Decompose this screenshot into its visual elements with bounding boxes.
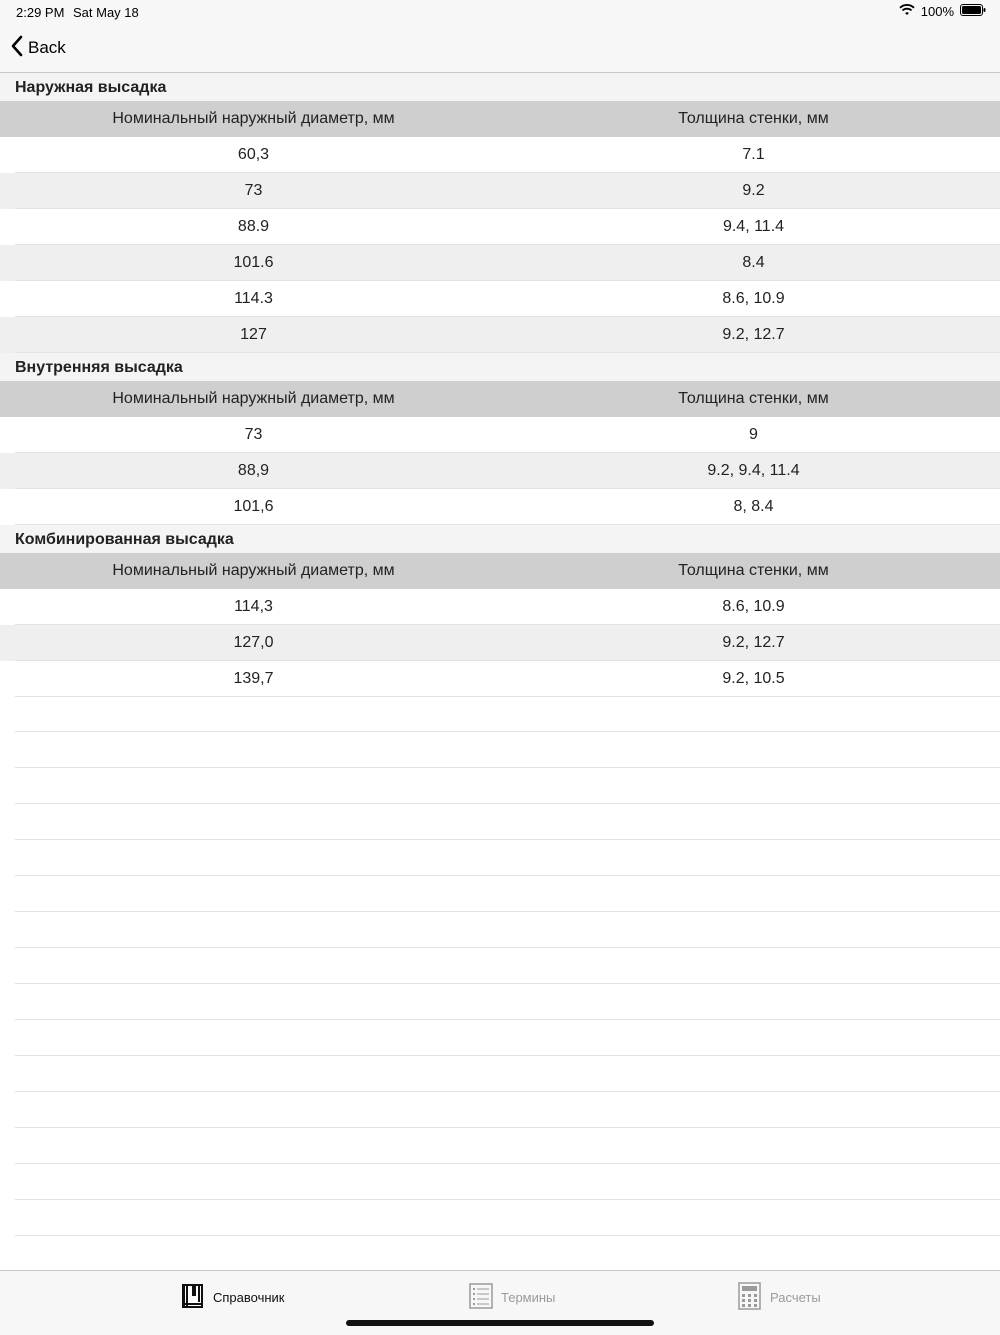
- column-header-diameter: Номинальный наружный диаметр, мм: [112, 110, 395, 127]
- table-row[interactable]: [0, 625, 1000, 661]
- column-header-diameter: Номинальный наружный диаметр, мм: [112, 390, 395, 407]
- cell-diameter: 88,9: [237, 462, 270, 479]
- empty-row: [0, 1200, 1000, 1236]
- cell-diameter: 127: [240, 326, 267, 343]
- empty-table-area: [0, 696, 1000, 1270]
- column-header-wall: Толщина стенки, мм: [678, 110, 829, 127]
- table-row[interactable]: [0, 245, 1000, 281]
- table-row[interactable]: [0, 489, 1000, 525]
- cell-wall: 8.4: [742, 254, 765, 271]
- cell-wall: 9.2, 12.7: [722, 634, 785, 651]
- table-row[interactable]: [0, 317, 1000, 353]
- cell-diameter: 73: [244, 182, 263, 199]
- cell-diameter: 101.6: [233, 254, 274, 271]
- column-header-diameter: Номинальный наружный диаметр, мм: [112, 562, 395, 579]
- book-icon: [181, 1283, 205, 1312]
- status-right: [899, 4, 986, 19]
- tab-terms[interactable]: [469, 1282, 555, 1312]
- empty-row: [0, 732, 1000, 768]
- cell-wall: 9: [749, 426, 758, 443]
- tab-label: Расчеты: [770, 1289, 821, 1305]
- cell-diameter: 73: [244, 426, 263, 443]
- table-row[interactable]: [0, 453, 1000, 489]
- table-row[interactable]: [0, 661, 1000, 697]
- column-header-row: [0, 553, 1000, 589]
- cell-wall: 9.2, 12.7: [722, 326, 785, 343]
- status-bar: [0, 0, 1000, 24]
- tab-label: Справочник: [213, 1289, 285, 1305]
- column-header-wall: Толщина стенки, мм: [678, 390, 829, 407]
- empty-row: [0, 1092, 1000, 1128]
- table-row[interactable]: [0, 417, 1000, 453]
- empty-row: [0, 948, 1000, 984]
- cell-diameter: 127,0: [233, 634, 274, 651]
- empty-row: [0, 912, 1000, 948]
- cell-wall: 9.4, 11.4: [722, 218, 785, 235]
- empty-row: [0, 984, 1000, 1020]
- cell-diameter: 114.3: [234, 290, 273, 307]
- chevron-left-icon: [10, 35, 24, 62]
- cell-diameter: 139,7: [233, 670, 274, 687]
- section-header: Наружная высадка: [0, 73, 1000, 101]
- tab-reference[interactable]: [181, 1282, 285, 1312]
- table-row[interactable]: [0, 173, 1000, 209]
- empty-row: [0, 840, 1000, 876]
- table-row[interactable]: [0, 281, 1000, 317]
- tab-label: Термины: [501, 1289, 556, 1305]
- battery-percent: 100%: [920, 4, 954, 19]
- empty-row: [0, 1056, 1000, 1092]
- table-content: [0, 73, 1000, 697]
- column-header-wall: Толщина стенки, мм: [678, 562, 829, 579]
- cell-wall: 8.6, 10.9: [722, 598, 785, 615]
- table-row[interactable]: [0, 209, 1000, 245]
- empty-row: [0, 876, 1000, 912]
- cell-wall: 9.2, 9.4, 11.4: [707, 462, 800, 479]
- tab-calculations[interactable]: [738, 1282, 821, 1312]
- back-label: Back: [28, 38, 66, 57]
- empty-row: [0, 696, 1000, 732]
- empty-row: [0, 1164, 1000, 1200]
- column-header-row: [0, 381, 1000, 417]
- cell-wall: 9.2: [742, 182, 765, 199]
- empty-row: [0, 768, 1000, 804]
- empty-row: [0, 804, 1000, 840]
- table-row[interactable]: [0, 137, 1000, 173]
- cell-diameter: 114,3: [234, 598, 273, 615]
- home-indicator[interactable]: [346, 1320, 654, 1326]
- list-icon: [469, 1283, 493, 1312]
- column-header-row: [0, 101, 1000, 137]
- cell-wall: 7.1: [742, 146, 765, 163]
- status-time: 2:29 PM: [16, 5, 65, 20]
- wifi-icon: [899, 4, 915, 19]
- section-header: Внутренняя высадка: [0, 353, 1000, 381]
- status-date: Sat May 18: [73, 5, 139, 20]
- cell-diameter: 88.9: [237, 218, 270, 235]
- navigation-bar: [0, 24, 1000, 73]
- battery-icon: [960, 4, 986, 19]
- cell-wall: 8, 8.4: [733, 498, 774, 515]
- section-header: Комбинированная высадка: [0, 525, 1000, 553]
- cell-diameter: 101,6: [233, 498, 274, 515]
- cell-wall: 8.6, 10.9: [722, 290, 785, 307]
- calculator-icon: [738, 1282, 762, 1313]
- empty-row: [0, 1020, 1000, 1056]
- back-button[interactable]: [10, 34, 66, 62]
- cell-diameter: 60,3: [237, 146, 270, 163]
- empty-row: [0, 1128, 1000, 1164]
- table-row[interactable]: [0, 589, 1000, 625]
- cell-wall: 9.2, 10.5: [722, 670, 785, 687]
